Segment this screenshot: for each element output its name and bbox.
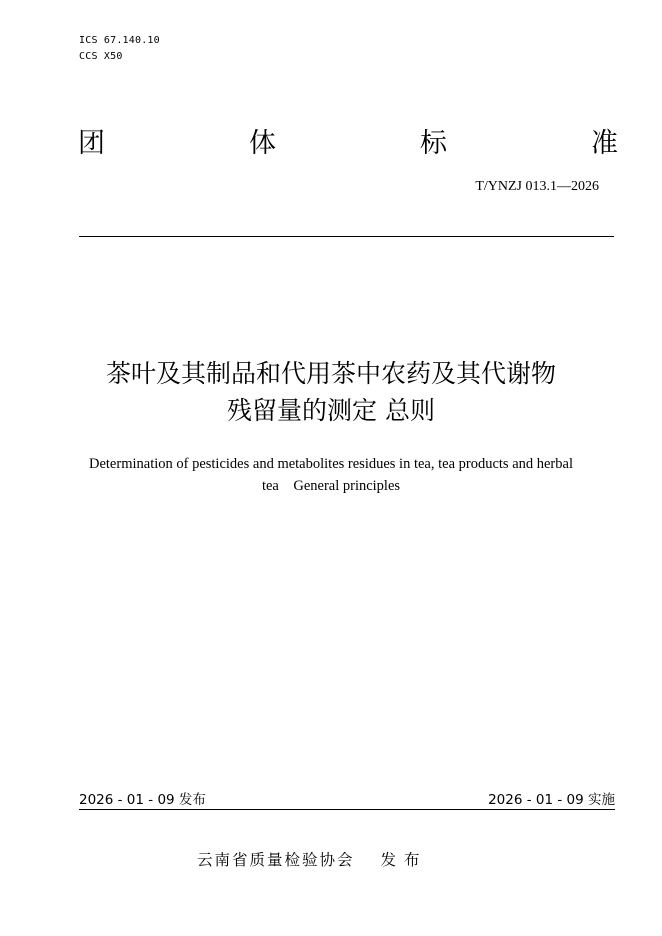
standard-type-char: 团 — [78, 128, 105, 159]
date-row — [79, 791, 615, 809]
issuer-action: 发布 — [380, 851, 428, 869]
standard-type-char: 准 — [591, 128, 618, 159]
standard-type-char: 体 — [249, 128, 276, 159]
implement-date: 2026 - 01 - 09 实施 — [488, 792, 615, 808]
issuer-line — [197, 850, 428, 870]
standard-type-heading — [78, 128, 618, 160]
chinese-title-line: 茶叶及其制品和代用茶中农药及其代谢物 — [105, 359, 556, 388]
publish-date: 2026 - 01 - 09 发布 — [79, 792, 206, 808]
issuer-name: 云南省质量检验协会 — [197, 851, 355, 869]
ccs-code: CCS X50 — [79, 51, 123, 62]
standard-number: T/YNZJ 013.1—2026 — [475, 179, 599, 194]
english-title-line: tea General principles — [261, 478, 401, 494]
english-title-line: Determination of pesticides and metabolites residues in tea, tea products and herbal — [89, 456, 573, 472]
footer-divider — [79, 809, 615, 810]
english-title — [60, 453, 602, 497]
chinese-title — [40, 355, 622, 429]
chinese-title-line: 残留量的测定 总则 — [227, 396, 435, 425]
standard-type-char: 标 — [420, 128, 447, 159]
header-divider — [79, 236, 614, 237]
ics-code: ICS 67.140.10 — [79, 35, 160, 46]
